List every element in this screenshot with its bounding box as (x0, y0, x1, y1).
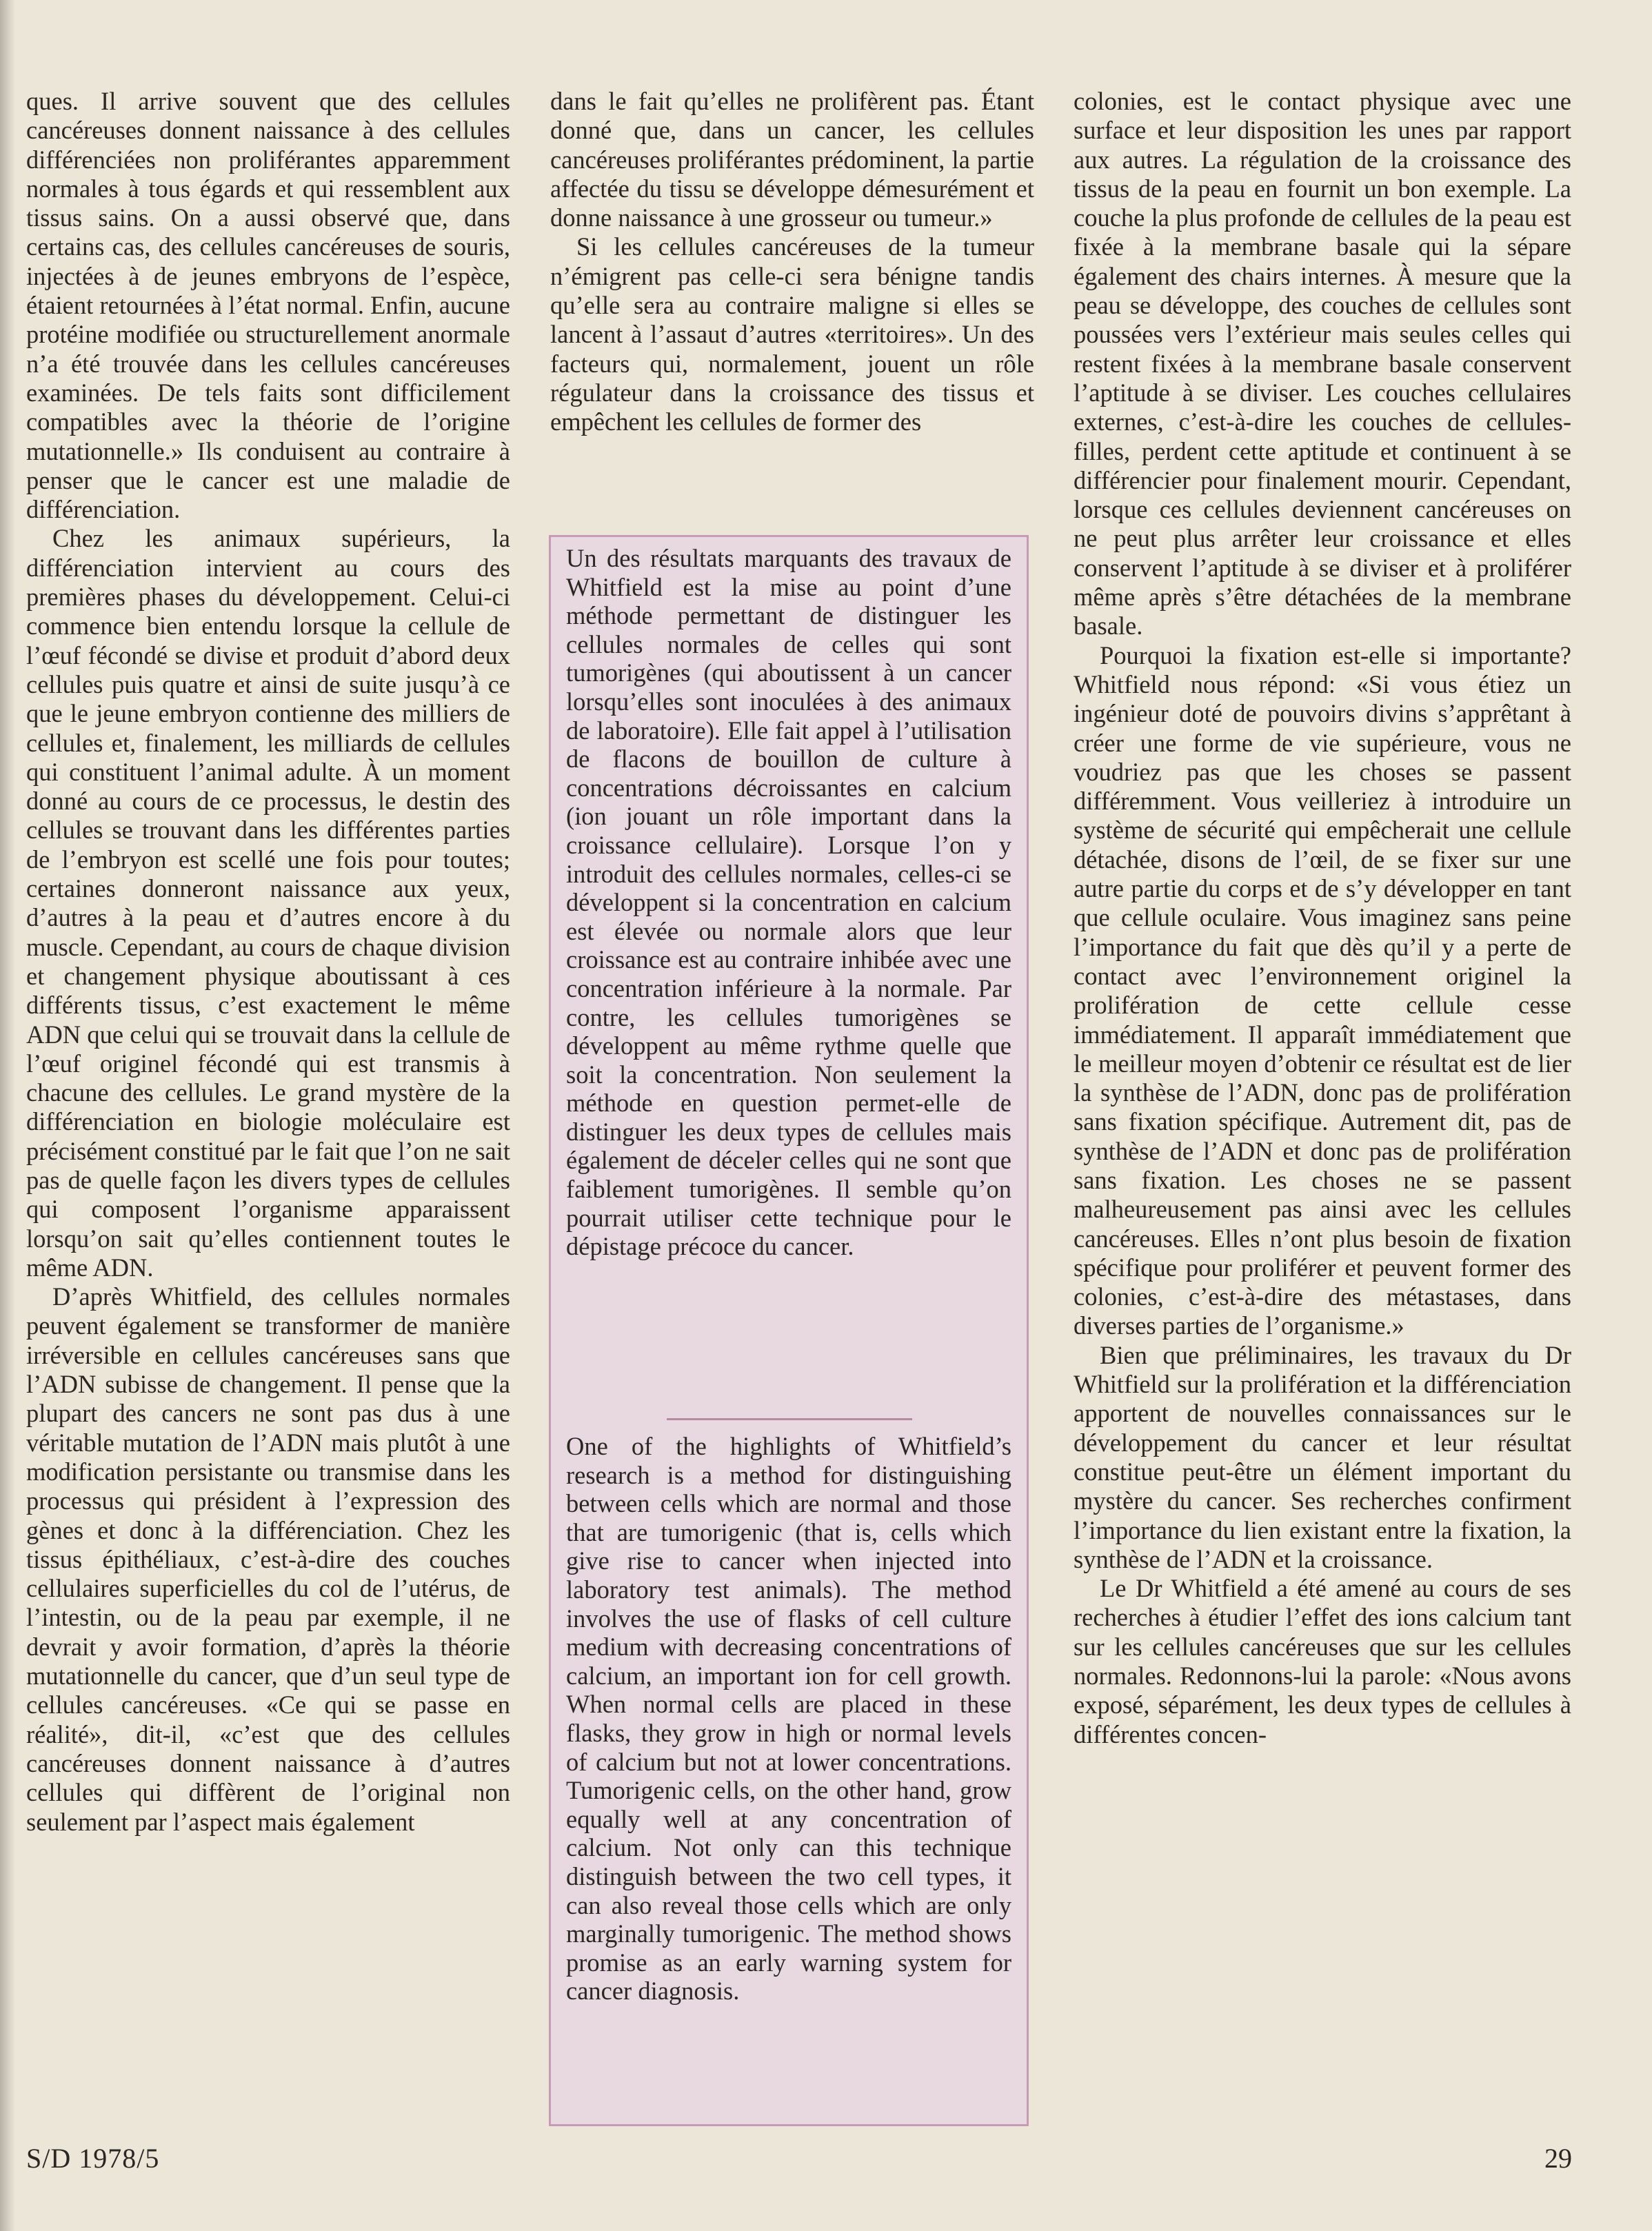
paragraph: Le Dr Whitfield a été amené au cours de ses recherches à étudier l’effet des ions calcium tant sur les cellules cancéreuses que sur les cellules normales. Redonnons-lui la parole: «Nous avons exposé, séparément, les deux types de cellules à différentes concen- (1074, 1574, 1571, 1748)
paragraph: ques. Il arrive souvent que des cellules cancéreuses donnent naissance à des cellules différenciées non proliférantes apparemment normales à tous égards et qui ressemblent aux tissus sains. On a aussi observé que, dans certains cas, des cellules cancéreuses de souris, injectées à de jeunes embryons de l’espèce, étaient retournées à l’état normal. Enfin, aucune protéine modifiée ou structurellement anormale n’a été trouvée dans les cellules cancéreuses examinées. De tels faits sont difficilement compatibles avec la théorie de l’origine mutationnelle.» Ils conduisent au contraire à penser que le cancer est une maladie de différenciation. (26, 87, 510, 524)
sidebar-divider (667, 1418, 912, 1420)
paragraph: Bien que préliminaires, les travaux du Dr Whitfield sur la prolifération et la différenciation apportent de nouvelles connaissances sur le développement du cancer et leur résultat constitue peut-être un élément important du mystère du cancer. Ses recherches confirment l’importance du lien existant entre la fixation, la synthèse de l’ADN et la croissance. (1074, 1340, 1571, 1573)
paragraph: D’après Whitfield, des cellules normales peuvent également se transformer de manière irréversible en cellules cancéreuses sans que l’ADN subisse de changement. Il pense que la plupart des cancers ne sont pas dus à une véritable mutation de l’ADN mais plutôt à une modification persistante ou transmise dans les processus qui président à l’expression des gènes et donc à la différenciation. Chez les tissus épithéliaux, c’est-à-dire des couches cellulaires superficielles du col de l’utérus, de l’intestin, ou de la peau par exemple, il ne devrait y avoir formation, d’après la théorie mutationnelle du cancer, que d’un seul type de cellules cancéreuses. «Ce qui se passe en réalité», dit-il, «c’est que des cellules cancéreuses donnent naissance à d’autres cellules qui diffèrent de l’original non seulement par l’aspect mais également (26, 1282, 510, 1836)
sidebar-english-text: One of the highlights of Whitfield’s research is a method for distinguishing between cells which are normal and those that are tumorigenic (that is, cells which give rise to cancer when injected into laboratory test animals). The method involves the use of flasks of cell culture medium with decreasing concentrations of calcium, an important ion for cell growth. When normal cells are placed in these flasks, they grow in high or normal levels of calcium but not at lower concentrations. Tumorigenic cells, on the other hand, grow equally well at any concentration of calcium. Not only can this technique distinguish between the two cell types, it can also reveal those cells which are only marginally tumorigenic. The method shows promise as an early warning system for cancer diagnosis. (566, 1432, 1011, 2006)
paragraph: Chez les animaux supérieurs, la différenciation intervient au cours des premières phases du développement. Celui-ci commence bien entendu lorsque la cellule de l’œuf fécondé se divise et produit d’abord deux cellules puis quatre et ainsi de suite jusqu’à ce que le jeune embryon contienne des milliers de cellules et, finalement, les milliards de cellules qui constituent l’animal adulte. À un moment donné au cours de ce processus, le destin des cellules se trouvant dans les différentes parties de l’embryon est scellé une fois pour toutes; certaines donneront naissance aux yeux, d’autres à la peau et d’autres encore à du muscle. Cependant, au cours de chaque division et changement physique aboutissant à ces différents tissus, c’est exactement le même ADN que celui qui se trouvait dans la cellule de l’œuf originel fécondé qui est transmis à chacune des cellules. Le grand mystère de la différenciation en biologie moléculaire est précisément constitué par le fait que l’on ne sait pas de quelle façon les divers types de cellules qui composent l’organisme apparaissent lorsqu’on sait qu’elles contiennent toutes le même ADN. (26, 524, 510, 1282)
issue-label: S/D 1978/5 (26, 2143, 160, 2174)
article-column-1 (26, 87, 510, 1837)
paragraph: Si les cellules cancéreuses de la tumeur n’émigrent pas celle-ci sera bénigne tandis qu’elle sera au contraire maligne si elles se lancent à l’assaut d’autres «territoires». Un des facteurs qui, normalement, jouent un rôle régulateur dans la croissance des tissus et empêchent les cellules de former des (550, 232, 1034, 436)
paragraph: colonies, est le contact physique avec une surface et leur disposition les unes par rapport aux autres. La régulation de la croissance des tissus de la peau en fournit un bon exemple. La couche la plus profonde de cellules de la peau est fixée à la membrane basale qui la sépare également des chairs internes. À mesure que la peau se développe, des couches de cellules sont poussées vers l’extérieur mais seules celles qui restent fixées à la membrane basale conservent l’aptitude à se diviser. Les couches cellulaires externes, c’est-à-dire les couches de cellules-filles, perdent cette aptitude et continuent à se différencier pour finalement mourir. Cependant, lorsque ces cellules deviennent cancéreuses on ne peut plus arrêter leur croissance et elles conservent l’aptitude à se diviser et à proliférer même après s’être détachées de la membrane basale. (1074, 87, 1571, 640)
page-number: 29 (1544, 2143, 1572, 2174)
paragraph: dans le fait qu’elles ne prolifèrent pas. Étant donné que, dans un cancer, les cellules cancéreuses proliférantes prédominent, la partie affectée du tissu se développe démesurément et donne naissance à une grosseur ou tumeur.» (550, 87, 1034, 232)
page-binding-edge (0, 0, 15, 2231)
sidebar-box (549, 535, 1029, 2126)
sidebar-french-text: Un des résultats marquants des travaux de Whitfield est la mise au point d’une méthode permettant de distinguer les cellules normales de celles qui sont tumorigènes (qui aboutissent à un cancer lorsqu’elles sont inoculées à des animaux de laboratoire). Elle fait appel à l’utilisation de flacons de bouillon de culture à concentrations décroissantes en calcium (ion jouant un rôle important dans la croissance cellulaire). Lorsque l’on y introduit des cellules normales, celles-ci se développent si la concentration en calcium est élevée ou normale alors que leur croissance est au contraire inhibée avec une concentration inférieure à la normale. Par contre, les cellules tumorigènes se développent au même rythme quelle que soit la concentration. Non seulement la méthode en question permet-elle de distinguer les deux types de cellules mais également de déceler celles qui ne sont que faiblement tumorigènes. Il semble qu’on pourrait utiliser cette technique pour le dépistage précoce du cancer. (566, 544, 1011, 1261)
paragraph: Pourquoi la fixation est-elle si importante? Whitfield nous répond: «Si vous étiez un ingénieur doté de pouvoirs divins s’apprêtant à créer une forme de vie supérieure, vous ne voudriez pas que les choses se passent différemment. Vous veilleriez à introduire un système de sécurité qui empêcherait une cellule détachée, disons de l’œil, de se fixer sur une autre partie du corps et de s’y développer en tant que cellule oculaire. Vous imaginez sans peine l’importance du fait que dès qu’il y a perte de contact avec l’environnement originel la prolifération de cette cellule cesse immédiatement. Il apparaît immédiatement que le meilleur moyen d’obtenir ce résultat est de lier la synthèse de l’ADN, donc pas de prolifération sans fixation spécifique. Autrement dit, pas de synthèse de l’ADN et donc pas de prolifération sans fixation. Les choses ne se passent malheureusement pas ainsi avec les cellules cancéreuses. Elles n’ont plus besoin de fixation spécifique pour proliférer et peuvent former des colonies, c’est-à-dire des métastases, dans diverses parties de l’organisme.» (1074, 640, 1571, 1340)
article-column-2 (550, 87, 1034, 437)
article-column-3 (1074, 87, 1571, 1749)
